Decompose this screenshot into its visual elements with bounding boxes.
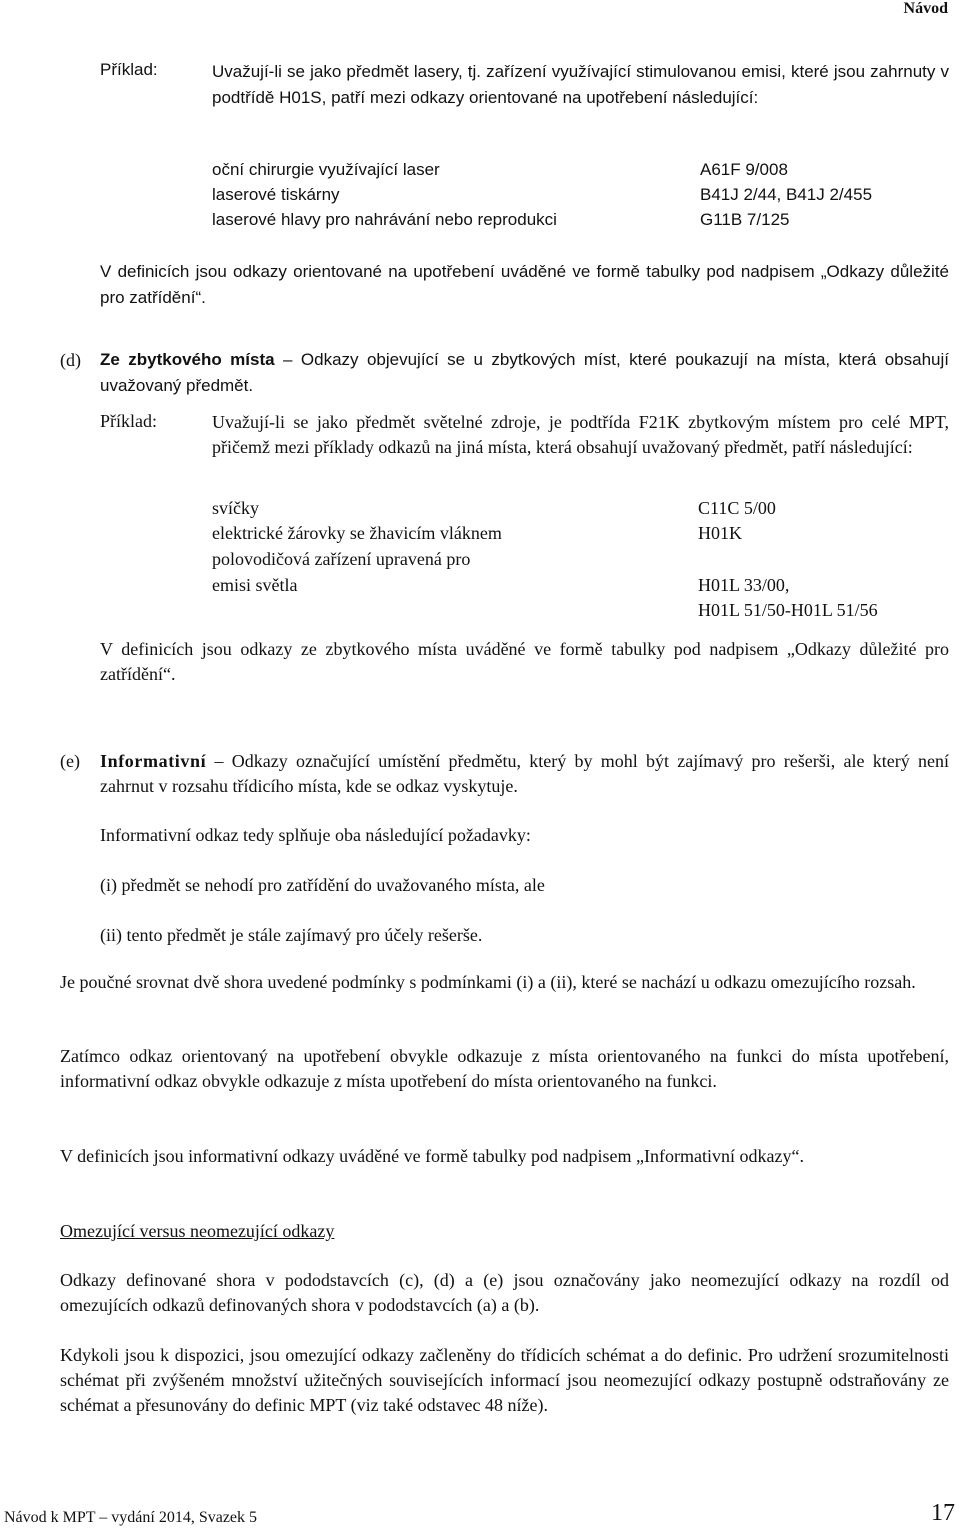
condition-ii: (ii) tento předmět je stále zajímavý pro účely rešerše. bbox=[100, 925, 483, 945]
section-heading: Omezující versus neomezující odkazy bbox=[60, 1221, 335, 1241]
page-number: 17 bbox=[931, 1500, 955, 1526]
example-row-item: oční chirurgie využívající laser bbox=[212, 160, 440, 179]
paragraph-defined: Odkazy definované shora v pododstavcích (c), (d) a (e) jsou označovány jako neomezující odkazy na rozdíl od omezujících odkazů definovaných shora v pododstavcích (a) a (b). bbox=[60, 1270, 949, 1315]
example-row-code: A61F 9/008 bbox=[700, 160, 788, 179]
section-e-title: Informativní bbox=[100, 751, 207, 771]
section-e-dash: – bbox=[214, 751, 224, 771]
section-e-paragraph: Informativní odkaz tedy splňuje oba následující požadavky: bbox=[100, 825, 531, 845]
example-label: Příklad: bbox=[100, 60, 158, 79]
paragraph-whenever: Kdykoli jsou k dispozici, jsou omezující odkazy začleněny do třídicích schémat a do definic. Pro udržení srozumitelnosti schémat při zvýšeném množství užitečných souvisejících informací jsou neomezující odkazy postupně odstraňovány ze schémat a přesunovány do definic MPT (viz také odstavec 48 níže). bbox=[60, 1345, 949, 1415]
section-d-dash: – bbox=[283, 350, 293, 369]
section-d-row-item: polovodičová zařízení upravená pro bbox=[212, 549, 471, 569]
section-d-marker: (d) bbox=[60, 350, 81, 370]
example-row-code: B41J 2/44, B41J 2/455 bbox=[700, 185, 873, 204]
section-d-row-code: H01L 33/00, bbox=[698, 575, 790, 595]
section-d-row-code: H01K bbox=[698, 523, 742, 543]
section-d-row-item: elektrické žárovky se žhavicím vláknem bbox=[212, 523, 502, 543]
example-row-item: laserové hlavy pro nahrávání nebo reprodukci bbox=[212, 210, 557, 229]
example-row-code: G11B 7/125 bbox=[700, 210, 790, 229]
example-row bbox=[212, 185, 340, 205]
example-row bbox=[212, 160, 440, 180]
section-d-row-item: svíčky bbox=[212, 498, 259, 518]
section-d-example-text: Uvažují-li se jako předmět světelné zdroje, je podtřída F21K zbytkovým místem pro celé MPT, přičemž mezi příklady odkazů na jiná místa, která obsahují uvažovaný předmět, patří následující: bbox=[212, 412, 949, 457]
section-d-row-code: C11C 5/00 bbox=[698, 498, 776, 518]
example-row bbox=[212, 210, 557, 230]
section-d-example-label: Příklad: bbox=[100, 411, 157, 431]
section-d-text-block bbox=[100, 347, 949, 398]
section-d-title: Ze zbytkového místa bbox=[100, 350, 275, 369]
example-after-text: V definicích jsou odkazy orientované na upotřebení uváděné ve formě tabulky pod nadpisem „Odkazy důležité pro zatřídění“. bbox=[100, 262, 949, 307]
section-d-row-code: H01L 51/50-H01L 51/56 bbox=[698, 600, 878, 620]
section-d-row-item: emisi světla bbox=[212, 575, 298, 595]
section-e-text-block bbox=[100, 749, 949, 799]
section-e-marker: (e) bbox=[60, 751, 80, 771]
section-d-text: Odkazy objevující se u zbytkových míst, které poukazují na místa, která obsahují uvažovaný předmět. bbox=[100, 350, 950, 395]
example-text: Uvažují-li se jako předmět lasery, tj. zařízení využívající stimulovanou emisi, které jsou zahrnuty v podtřídě H01S, patří mezi odkazy orientované na upotřebení následující: bbox=[212, 62, 949, 107]
example-row-item: laserové tiskárny bbox=[212, 185, 340, 204]
footer-text: Návod k MPT – vydání 2014, Svazek 5 bbox=[4, 1509, 258, 1526]
section-d-after-text: V definicích jsou odkazy ze zbytkového místa uváděné ve formě tabulky pod nadpisem „Odkazy důležité pro zatřídění“. bbox=[100, 639, 949, 684]
section-e-text: Odkazy označující umístění předmětu, který by mohl být zajímavý pro rešerši, ale který není zahrnut v rozsahu třídicího místa, kde se odkaz vyskytuje. bbox=[100, 751, 950, 796]
paragraph-whereas: Zatímco odkaz orientovaný na upotřebení obvykle odkazuje z místa orientovaného na funkci do místa upotřebení, informativní odkaz obvykle odkazuje z místa upotřebení do místa orientovaného na funkci. bbox=[60, 1046, 949, 1091]
paragraph-compare: Je poučné srovnat dvě shora uvedené podmínky s podmínkami (i) a (ii), které se nachází u odkazu omezujícího rozsah. bbox=[60, 972, 916, 992]
paragraph-definitions: V definicích jsou informativní odkazy uváděné ve formě tabulky pod nadpisem „Informativní odkazy“. bbox=[60, 1146, 804, 1166]
running-header: Návod bbox=[903, 0, 948, 17]
condition-i: (i) předmět se nehodí pro zatřídění do uvažovaného místa, ale bbox=[100, 875, 545, 895]
